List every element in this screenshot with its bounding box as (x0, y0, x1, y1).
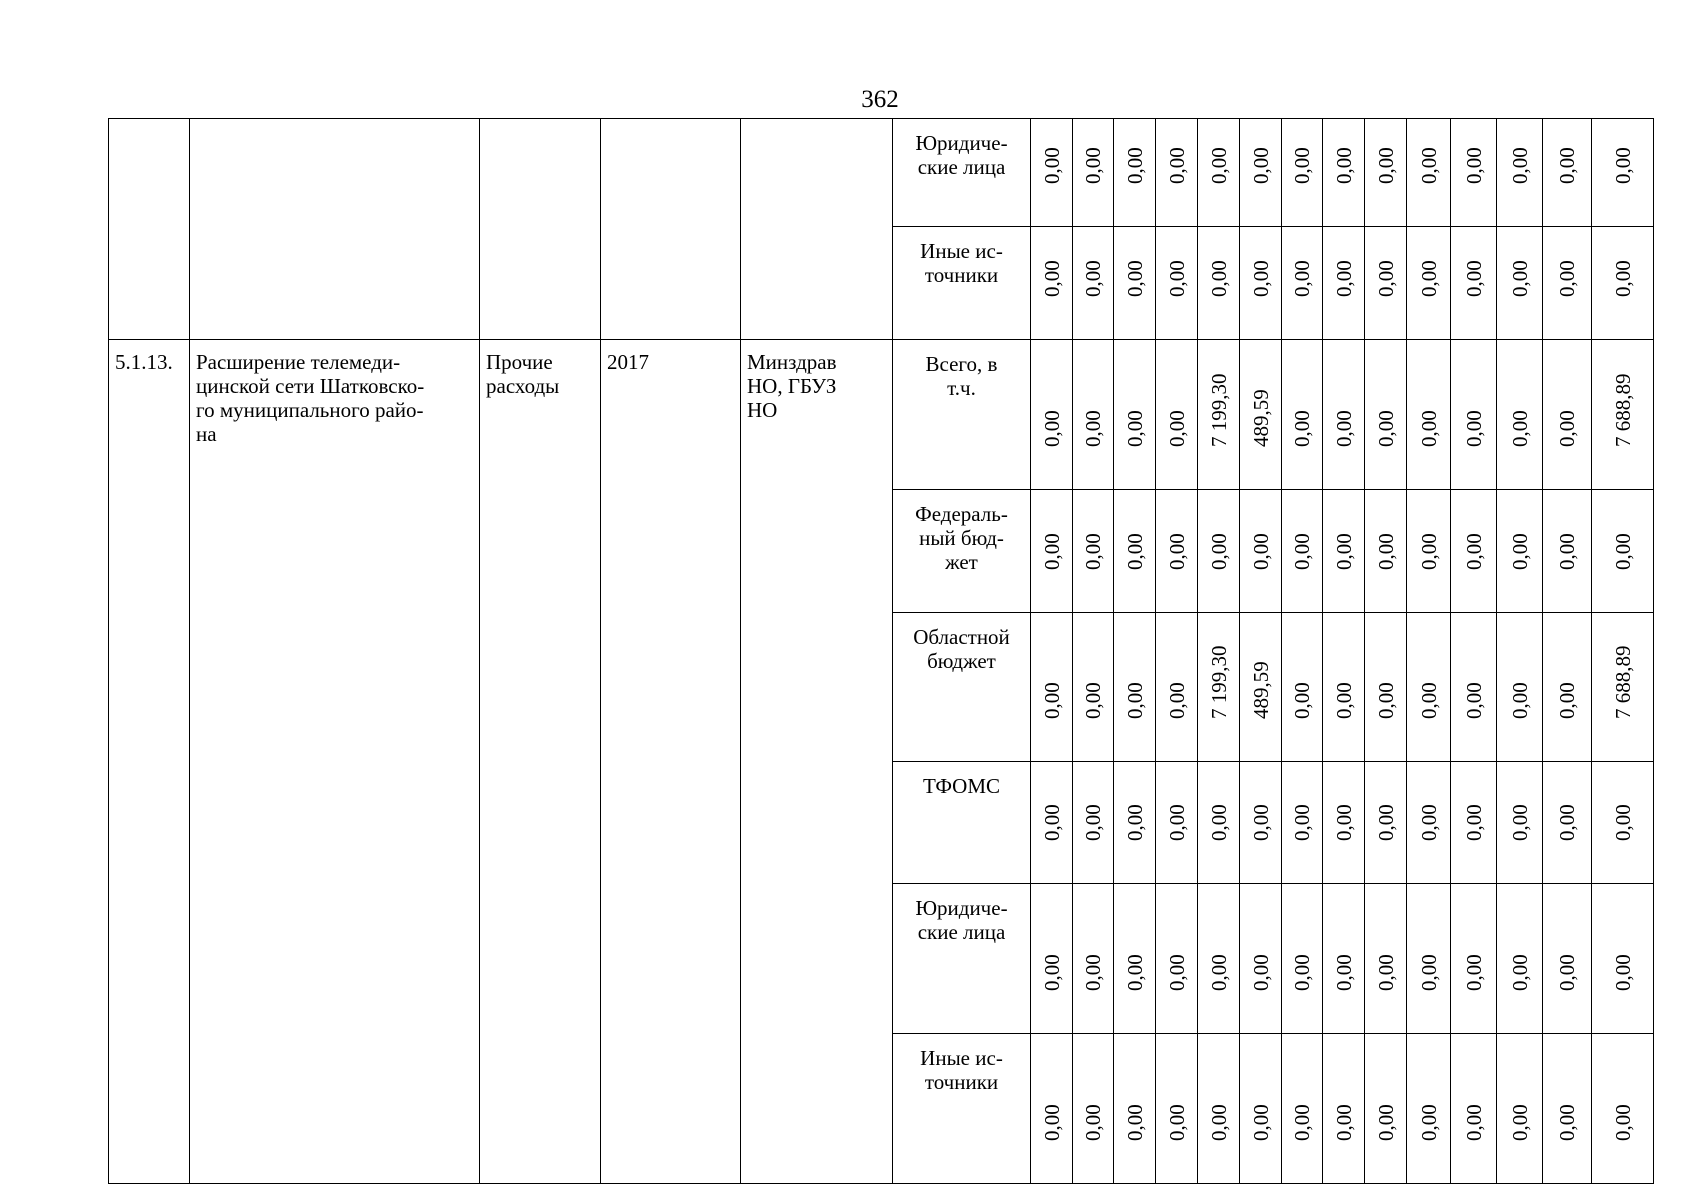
value-text: 0,00 (1122, 682, 1147, 719)
value-text: 0,00 (1248, 954, 1273, 991)
value-text: 0,00 (1164, 533, 1189, 570)
value-text: 0,00 (1122, 1104, 1147, 1141)
empty-cell (741, 119, 893, 340)
value-text: 0,00 (1290, 804, 1314, 841)
value-cell (1365, 613, 1407, 762)
value-text: 0,00 (1164, 410, 1189, 447)
value-text: 0,00 (1122, 954, 1147, 991)
value-cell (1073, 613, 1114, 762)
value-cell (1198, 490, 1240, 613)
value-text: 0,00 (1507, 804, 1532, 841)
value-cell (1323, 613, 1365, 762)
value-text: 0,00 (1610, 954, 1635, 991)
value-cell (1451, 227, 1497, 340)
value-text: 0,00 (1122, 804, 1147, 841)
value-text: 0,00 (1373, 410, 1398, 447)
value-cell (1282, 613, 1323, 762)
value-text: 0,00 (1206, 954, 1231, 991)
value-cell (1073, 884, 1114, 1034)
value-text: 0,00 (1331, 533, 1356, 570)
value-cell (1282, 340, 1323, 490)
value-text: 0,00 (1248, 533, 1273, 570)
value-text: 0,00 (1461, 804, 1486, 841)
value-text: 0,00 (1290, 682, 1314, 719)
continuation-row (109, 119, 1654, 227)
value-text: 0,00 (1555, 260, 1579, 297)
value-text: 0,00 (1461, 410, 1486, 447)
source-cell: Федераль- ный бюд- жет (893, 490, 1031, 613)
value-cell (1497, 884, 1543, 1034)
value-text: 0,00 (1610, 1104, 1635, 1141)
empty-cell (190, 119, 480, 340)
value-cell (1031, 340, 1073, 490)
source-cell: ТФОМС (893, 762, 1031, 884)
value-text: 0,00 (1290, 1104, 1314, 1141)
value-text: 0,00 (1461, 1104, 1486, 1141)
value-cell (1592, 762, 1654, 884)
value-cell (1323, 490, 1365, 613)
value-cell (1543, 340, 1592, 490)
value-text: 0,00 (1331, 682, 1356, 719)
value-text: 0,00 (1206, 260, 1231, 297)
value-cell (1282, 119, 1323, 227)
value-text: 0,00 (1461, 260, 1486, 297)
value-text: 0,00 (1416, 954, 1441, 991)
value-cell (1497, 1034, 1543, 1184)
value-cell (1497, 340, 1543, 490)
value-cell (1198, 119, 1240, 227)
value-cell (1240, 762, 1282, 884)
value-cell (1198, 762, 1240, 884)
value-cell (1198, 340, 1240, 490)
value-cell (1031, 884, 1073, 1034)
value-text: 0,00 (1416, 147, 1441, 184)
value-text: 0,00 (1164, 804, 1189, 841)
value-text: 0,00 (1248, 260, 1273, 297)
value-text: 7 199,30 (1206, 373, 1231, 447)
value-text: 0,00 (1555, 804, 1579, 841)
value-text: 0,00 (1122, 410, 1147, 447)
value-cell (1365, 227, 1407, 340)
value-text: 0,00 (1122, 147, 1147, 184)
value-text: 0,00 (1373, 1104, 1398, 1141)
budget-table (108, 118, 1654, 1184)
value-cell (1031, 227, 1073, 340)
value-cell (1407, 613, 1451, 762)
value-text: 0,00 (1248, 147, 1273, 184)
source-cell: Юридиче- ские лица (893, 884, 1031, 1034)
value-cell (1407, 119, 1451, 227)
value-text: 0,00 (1290, 260, 1314, 297)
value-text: 0,00 (1373, 533, 1398, 570)
value-cell (1365, 1034, 1407, 1184)
value-text: 0,00 (1206, 804, 1231, 841)
value-text: 0,00 (1461, 147, 1486, 184)
value-text: 0,00 (1206, 1104, 1231, 1141)
value-cell (1365, 762, 1407, 884)
value-cell (1592, 119, 1654, 227)
value-text: 0,00 (1039, 804, 1064, 841)
value-cell (1031, 490, 1073, 613)
value-text: 0,00 (1081, 533, 1105, 570)
value-cell (1240, 227, 1282, 340)
value-cell (1323, 340, 1365, 490)
value-text: 0,00 (1461, 954, 1486, 991)
value-text: 0,00 (1416, 804, 1441, 841)
value-text: 0,00 (1290, 954, 1314, 991)
value-text: 489,59 (1248, 661, 1273, 719)
value-cell (1114, 227, 1156, 340)
value-cell (1451, 490, 1497, 613)
value-text: 0,00 (1248, 1104, 1273, 1141)
value-cell (1198, 884, 1240, 1034)
value-cell (1592, 227, 1654, 340)
value-cell (1497, 613, 1543, 762)
value-cell (1592, 884, 1654, 1034)
value-cell (1282, 884, 1323, 1034)
value-cell (1323, 884, 1365, 1034)
value-text: 0,00 (1039, 682, 1064, 719)
table-body (109, 119, 1654, 1184)
value-text: 489,59 (1248, 389, 1273, 447)
value-cell (1323, 762, 1365, 884)
value-text: 0,00 (1039, 147, 1064, 184)
value-cell (1543, 884, 1592, 1034)
value-cell (1156, 762, 1198, 884)
value-cell (1114, 340, 1156, 490)
value-text: 0,00 (1122, 533, 1147, 570)
value-text: 0,00 (1164, 682, 1189, 719)
value-cell (1592, 340, 1654, 490)
value-text: 0,00 (1461, 682, 1486, 719)
value-cell (1451, 119, 1497, 227)
value-cell (1592, 1034, 1654, 1184)
value-text: 0,00 (1081, 260, 1105, 297)
value-cell (1114, 119, 1156, 227)
value-text: 0,00 (1555, 1104, 1579, 1141)
value-text: 0,00 (1416, 533, 1441, 570)
value-text: 0,00 (1373, 954, 1398, 991)
value-cell (1282, 227, 1323, 340)
value-cell (1451, 340, 1497, 490)
value-cell (1282, 762, 1323, 884)
value-cell (1323, 227, 1365, 340)
value-text: 0,00 (1039, 954, 1064, 991)
value-text: 0,00 (1290, 147, 1314, 184)
value-cell (1451, 613, 1497, 762)
value-cell (1156, 884, 1198, 1034)
value-text: 0,00 (1373, 260, 1398, 297)
value-text: 0,00 (1039, 260, 1064, 297)
value-text: 7 688,89 (1610, 645, 1635, 719)
value-cell (1031, 1034, 1073, 1184)
value-text: 0,00 (1039, 1104, 1064, 1141)
value-text: 0,00 (1331, 1104, 1356, 1141)
value-cell (1407, 1034, 1451, 1184)
value-cell (1114, 762, 1156, 884)
value-cell (1156, 119, 1198, 227)
value-text: 0,00 (1331, 954, 1356, 991)
value-text: 0,00 (1416, 410, 1441, 447)
source-cell: Иные ис- точники (893, 1034, 1031, 1184)
executor: Минздрав НО, ГБУЗ НО (741, 340, 893, 1184)
value-cell (1240, 119, 1282, 227)
value-text: 0,00 (1331, 260, 1356, 297)
value-cell (1407, 340, 1451, 490)
value-cell (1592, 613, 1654, 762)
value-text: 0,00 (1416, 1104, 1441, 1141)
value-cell (1282, 1034, 1323, 1184)
value-cell (1497, 762, 1543, 884)
value-text: 0,00 (1507, 682, 1532, 719)
value-cell (1156, 340, 1198, 490)
value-text: 0,00 (1507, 954, 1532, 991)
value-text: 0,00 (1373, 147, 1398, 184)
value-text: 0,00 (1416, 682, 1441, 719)
value-cell (1240, 884, 1282, 1034)
value-text: 0,00 (1206, 147, 1231, 184)
value-text: 0,00 (1461, 533, 1486, 570)
value-cell (1114, 1034, 1156, 1184)
value-text: 0,00 (1164, 1104, 1189, 1141)
value-text: 0,00 (1555, 147, 1579, 184)
value-cell (1031, 613, 1073, 762)
value-text: 0,00 (1610, 260, 1635, 297)
value-cell (1365, 884, 1407, 1034)
value-cell (1497, 490, 1543, 613)
value-text: 0,00 (1331, 410, 1356, 447)
value-cell (1114, 613, 1156, 762)
value-cell (1198, 613, 1240, 762)
value-text: 0,00 (1507, 410, 1532, 447)
value-cell (1451, 762, 1497, 884)
value-text: 0,00 (1164, 954, 1189, 991)
value-text: 0,00 (1081, 954, 1105, 991)
value-text: 7 199,30 (1206, 645, 1231, 719)
value-cell (1240, 340, 1282, 490)
value-cell (1156, 1034, 1198, 1184)
value-cell (1543, 119, 1592, 227)
value-text: 0,00 (1290, 533, 1314, 570)
value-cell (1323, 1034, 1365, 1184)
value-text: 0,00 (1248, 804, 1273, 841)
value-cell (1073, 340, 1114, 490)
empty-cell (480, 119, 601, 340)
value-text: 0,00 (1290, 410, 1314, 447)
value-text: 0,00 (1507, 1104, 1532, 1141)
value-cell (1073, 119, 1114, 227)
value-text: 0,00 (1555, 410, 1579, 447)
value-text: 0,00 (1373, 682, 1398, 719)
value-cell (1543, 1034, 1592, 1184)
item-row (109, 340, 1654, 490)
value-text: 0,00 (1164, 260, 1189, 297)
value-text: 0,00 (1507, 533, 1532, 570)
value-cell (1156, 613, 1198, 762)
item-name: Расширение телемеди- цинской сети Шатковско- го муниципального райо- на (190, 340, 480, 1184)
value-cell (1451, 1034, 1497, 1184)
expense-type: Прочие расходы (480, 340, 601, 1184)
value-cell (1407, 490, 1451, 613)
value-text: 0,00 (1081, 682, 1105, 719)
value-text: 0,00 (1164, 147, 1189, 184)
value-cell (1497, 119, 1543, 227)
value-cell (1114, 490, 1156, 613)
value-cell (1198, 1034, 1240, 1184)
value-text: 0,00 (1416, 260, 1441, 297)
source-cell: Всего, в т.ч. (893, 340, 1031, 490)
value-cell (1365, 490, 1407, 613)
year: 2017 (601, 340, 741, 1184)
value-cell (1073, 490, 1114, 613)
value-cell (1198, 227, 1240, 340)
value-cell (1365, 119, 1407, 227)
value-text: 7 688,89 (1610, 373, 1635, 447)
value-cell (1543, 613, 1592, 762)
value-cell (1497, 227, 1543, 340)
value-cell (1407, 884, 1451, 1034)
value-cell (1240, 490, 1282, 613)
value-text: 0,00 (1081, 410, 1105, 447)
value-cell (1031, 762, 1073, 884)
source-cell: Иные ис- точники (893, 227, 1031, 340)
value-text: 0,00 (1039, 533, 1064, 570)
empty-cell (109, 119, 190, 340)
value-cell (1073, 1034, 1114, 1184)
value-text: 0,00 (1122, 260, 1147, 297)
source-cell: Областной бюджет (893, 613, 1031, 762)
value-cell (1407, 762, 1451, 884)
value-cell (1073, 227, 1114, 340)
value-text: 0,00 (1507, 260, 1532, 297)
page-number: 362 (861, 86, 899, 113)
value-cell (1451, 884, 1497, 1034)
value-cell (1031, 119, 1073, 227)
value-cell (1365, 340, 1407, 490)
value-text: 0,00 (1610, 147, 1635, 184)
value-text: 0,00 (1373, 804, 1398, 841)
value-text: 0,00 (1331, 804, 1356, 841)
value-text: 0,00 (1555, 533, 1579, 570)
value-text: 0,00 (1039, 410, 1064, 447)
value-text: 0,00 (1081, 1104, 1105, 1141)
value-cell (1543, 762, 1592, 884)
value-text: 0,00 (1081, 804, 1105, 841)
value-text: 0,00 (1610, 533, 1635, 570)
value-cell (1073, 762, 1114, 884)
value-text: 0,00 (1331, 147, 1356, 184)
value-cell (1114, 884, 1156, 1034)
value-cell (1156, 227, 1198, 340)
value-cell (1282, 490, 1323, 613)
value-text: 0,00 (1206, 533, 1231, 570)
value-cell (1592, 490, 1654, 613)
value-text: 0,00 (1610, 804, 1635, 841)
value-cell (1323, 119, 1365, 227)
value-cell (1543, 490, 1592, 613)
value-cell (1543, 227, 1592, 340)
value-text: 0,00 (1555, 682, 1579, 719)
value-cell (1156, 490, 1198, 613)
item-number: 5.1.13. (109, 340, 190, 1184)
value-text: 0,00 (1555, 954, 1579, 991)
value-cell (1407, 227, 1451, 340)
empty-cell (601, 119, 741, 340)
value-text: 0,00 (1081, 147, 1105, 184)
value-text: 0,00 (1507, 147, 1532, 184)
value-cell (1240, 613, 1282, 762)
value-cell (1240, 1034, 1282, 1184)
source-cell: Юридиче- ские лица (893, 119, 1031, 227)
